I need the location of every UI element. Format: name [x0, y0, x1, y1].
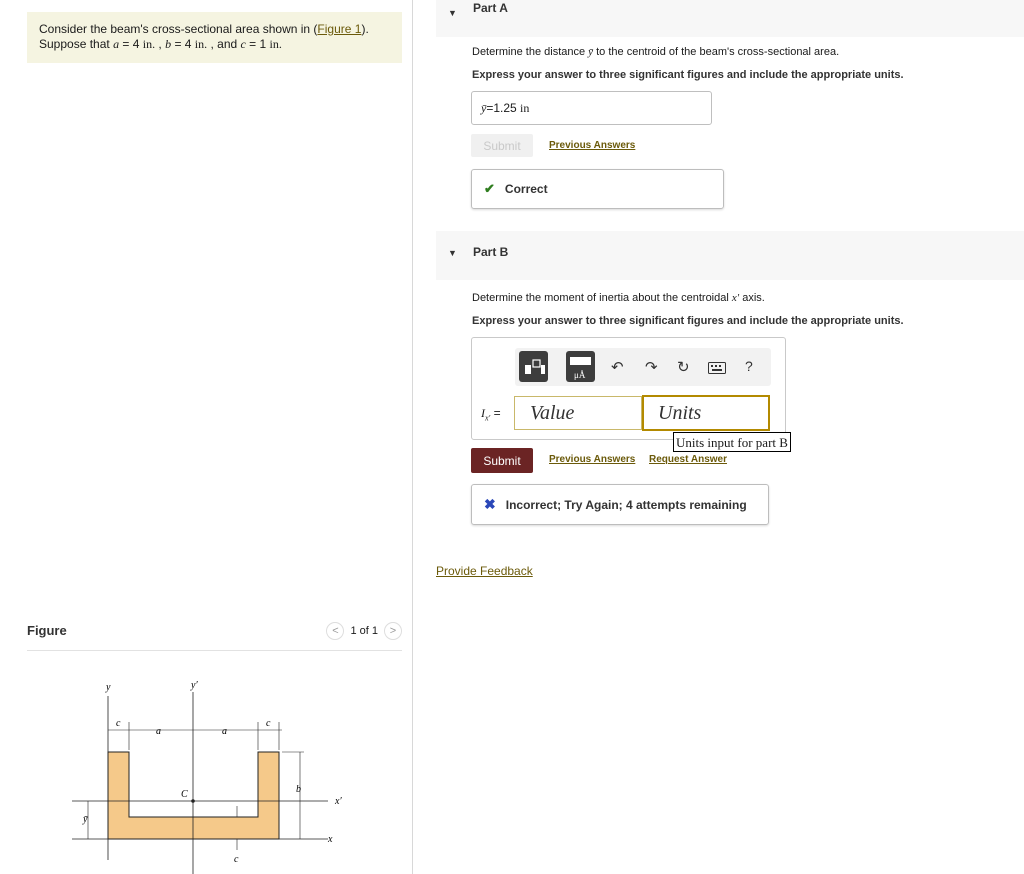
xprime-symbol: x′ — [731, 292, 740, 304]
beam-cross-section-figure — [60, 670, 360, 874]
figure-page-count: 1 of 1 — [350, 625, 378, 637]
units-symbols-button[interactable] — [566, 351, 595, 382]
ybar-symbol: ȳ — [588, 46, 594, 58]
x-label: x — [328, 834, 333, 845]
part-a-feedback — [471, 169, 724, 209]
keyboard-icon[interactable] — [708, 361, 726, 379]
part-a-question-text: Determine the distance — [472, 46, 589, 58]
c-label-left: c — [116, 718, 121, 729]
part-a-question — [472, 46, 839, 58]
templates-button[interactable] — [519, 351, 548, 382]
centroid-label: C — [181, 789, 188, 800]
svg-text:μÅ: μÅ — [574, 370, 586, 380]
part-b-question-text: Determine the moment of inertia about the centroidal — [472, 292, 732, 304]
column-divider — [412, 0, 413, 874]
value-input[interactable]: Value — [514, 396, 642, 430]
answer-symbol: ȳ — [481, 100, 487, 115]
answer-value: 1.25 — [493, 101, 517, 115]
figure-header — [27, 620, 402, 651]
units-tooltip: Units input for part B — [673, 432, 791, 452]
reset-icon[interactable]: ↻ — [677, 359, 690, 376]
prev-figure-button[interactable]: < — [326, 622, 344, 640]
beam-shape — [108, 752, 279, 839]
part-b-question — [472, 292, 765, 304]
b-value: = 4 — [171, 37, 195, 51]
feedback-text: Incorrect; Try Again; 4 attempts remaining — [505, 497, 747, 512]
lhs-equals: = — [490, 406, 501, 420]
collapse-icon: ▼ — [448, 8, 457, 18]
sep-1: , — [155, 37, 166, 51]
a-label-right: a — [222, 726, 227, 737]
y-label: y — [106, 682, 111, 693]
figure-link[interactable]: Figure 1 — [317, 22, 362, 36]
units-input[interactable]: Units — [642, 395, 770, 431]
c-label-right: c — [266, 718, 271, 729]
b-symbol: b — [165, 37, 172, 51]
problem-statement — [27, 12, 402, 63]
part-a-instruction: Express your answer to three significant figures and include the appropriate units. — [472, 69, 904, 81]
part-b-submit-button[interactable]: Submit — [471, 448, 533, 473]
answer-unit: in — [520, 100, 530, 115]
problem-text-2: Suppose that — [39, 37, 114, 51]
check-icon: ✔ — [484, 181, 495, 196]
c-unit: in. — [269, 37, 282, 51]
part-b-instruction: Express your answer to three significant figures and include the appropriate units. — [472, 315, 904, 327]
c-label-bottom: c — [234, 854, 239, 865]
feedback-text: Correct — [504, 182, 548, 196]
lhs-subscript: x′ — [485, 413, 491, 423]
c-value: = 1 — [245, 37, 270, 51]
problem-line-1 — [39, 22, 390, 37]
part-b-header[interactable] — [436, 231, 1024, 280]
part-a-header[interactable] — [436, 0, 1024, 37]
ybar-label: ȳ — [83, 814, 88, 825]
redo-icon[interactable]: ↷ — [645, 359, 658, 376]
part-b-question-end: axis. — [739, 292, 765, 304]
provide-feedback-link[interactable]: Provide Feedback — [436, 564, 533, 578]
request-answer-link[interactable]: Request Answer — [649, 454, 727, 465]
problem-text: Consider the beam's cross-sectional area shown in ( — [39, 22, 318, 36]
problem-text-end: ). — [361, 22, 369, 36]
figure-pager — [326, 622, 402, 640]
x-mark-icon: ✖ — [484, 496, 496, 512]
part-a-answer-field[interactable] — [471, 91, 712, 125]
ix-label — [481, 406, 501, 422]
and-text: , and — [207, 37, 241, 51]
part-a-title: Part A — [473, 1, 508, 15]
lhs-symbol: I — [481, 406, 485, 420]
yprime-label: y′ — [191, 680, 198, 691]
editor-toolbar — [515, 348, 771, 386]
templates-icon — [519, 351, 548, 382]
a-unit: in. — [142, 37, 156, 51]
b-unit: in. — [194, 37, 208, 51]
units-icon — [566, 351, 595, 382]
a-symbol: a — [113, 37, 120, 51]
part-b-title: Part B — [473, 245, 509, 259]
next-figure-button[interactable]: > — [384, 622, 402, 640]
part-a-previous-answers-link[interactable]: Previous Answers — [549, 140, 636, 151]
centroid-point — [191, 799, 195, 803]
figure-title: Figure — [27, 623, 67, 638]
part-b-feedback — [471, 484, 769, 525]
xprime-label: x′ — [335, 796, 342, 807]
math-answer-editor — [471, 337, 786, 440]
part-a-submit-button[interactable]: Submit — [471, 134, 533, 157]
c-symbol: c — [240, 37, 246, 51]
problem-line-2 — [39, 37, 390, 52]
collapse-icon: ▼ — [448, 248, 457, 258]
part-a-question-end: to the centroid of the beam's cross-sectional area. — [593, 46, 840, 58]
a-value: = 4 — [119, 37, 143, 51]
help-icon[interactable]: ? — [745, 358, 753, 374]
left-column — [0, 0, 412, 874]
part-b-previous-answers-link[interactable]: Previous Answers — [549, 454, 636, 465]
undo-icon[interactable]: ↶ — [611, 359, 624, 376]
a-label-left: a — [156, 726, 161, 737]
answer-equals: = — [486, 101, 494, 115]
b-label: b — [296, 784, 301, 795]
